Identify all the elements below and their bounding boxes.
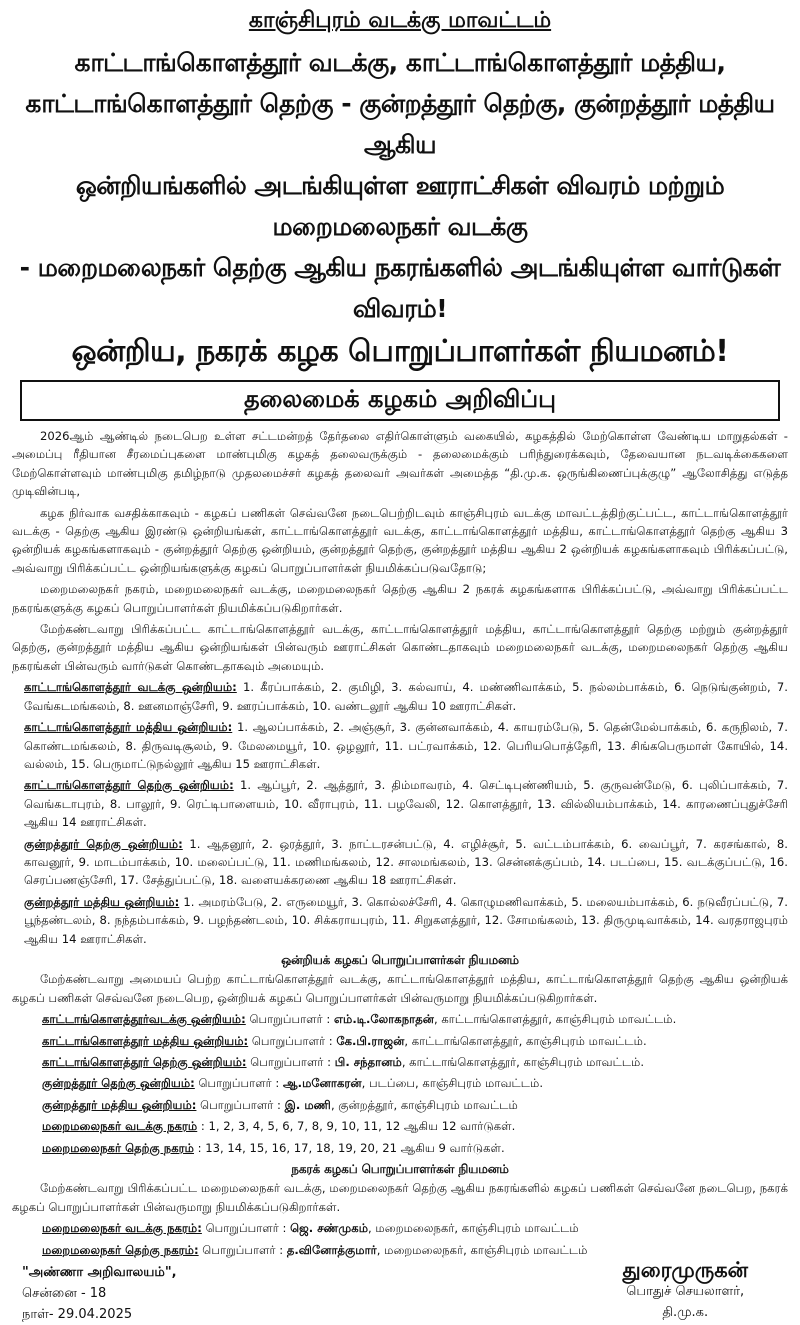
paragraph-2: கழக நிர்வாக வசதிக்காகவும் - கழகப் பணிகள் செவ்வனே நடைபெற்றிடவும் காஞ்சிபுரம் வடக்கு மாவட்டத்திற்குட்பட்ட, காட்டாங்கொளத்தூர் வடக்கு - தெற்கு ஆகிய இரண்டு ஒன்றியங்கள், காட்டாங்கொளத்தூர் வடக்கு, காட்டாங்கொளத்தூர் மத்திய, காட்டாங்கொளத்தூர் தெற்கு ஆகிய 3 ஒன்றியக் கழகங்களாகவும் - குன்றத்தூர் தெற்கு ஒன்றியம், குன்றத்தூர் தெற்கு, குன்றத்தூர் மத்திய ஆகிய 2 ஒன்றியக் கழகங்களாகவும் பிரிக்கப்பட்டு, அவ்வாறு பிரிக்கப்பட்ட ஒன்றியங்களுக்கு கழகப் பொறுப்பாளர்கள் நியமிக்கப்படுவதோடு;: [12, 505, 788, 575]
ward-row-2: [12, 1139, 788, 1157]
appointment-label: காட்டாங்கொளத்தூர் தெற்கு ஒன்றியம்:: [42, 1055, 247, 1069]
town-label: மறைமலைநகர் தெற்கு நகரம்:: [42, 1242, 199, 1257]
town-appointee-place: , மறைமலைநகர், காஞ்சிபுரம் மாவட்டம்: [368, 1221, 579, 1236]
appointment-row-5: [12, 1096, 788, 1114]
appointee-place: , படப்பை, காஞ்சிபுரம் மாவட்டம்.: [361, 1076, 544, 1091]
appointment-row-2: [12, 1032, 788, 1050]
appointment-row-1: [12, 1010, 788, 1028]
signatory-name: துரைமுருகன்: [622, 1258, 748, 1282]
paragraph-3: மறைமலைநகர் நகரம், மறைமலைநகர் வடக்கு, மறைமலைநகர் தெற்கு ஆகிய 2 நகரக் கழகங்களாக பிரிக்கப்பட்டு, அவ்வாறு பிரிக்கப்பட்ட நகரங்களுக்கு கழகப் பொறுப்பாளர்கள் நியமிக்கப்படுகிறார்கள்.: [12, 582, 788, 615]
union-villages-4: [12, 835, 788, 890]
headline-line-5: ஒன்றிய, நகரக் கழக பொறுப்பாளர்கள் நியமனம்!: [71, 334, 729, 369]
appointee-name: பி. சந்தானம்: [334, 1055, 402, 1069]
union-villages-3: [12, 776, 788, 831]
footer-date: நாள்- 29.04.2025: [22, 1307, 133, 1322]
appointee-place: , குன்றத்தூர், காஞ்சிபுரம் மாவட்டம்: [330, 1097, 518, 1112]
headline-line-2: காட்டாங்கொளத்தூர் தெற்கு - குன்றத்தூர் தெற்கு, குன்றத்தூர் மத்திய ஆகிய: [25, 89, 775, 159]
town-appointee-name: ஜெ. சண்முகம்: [290, 1221, 369, 1236]
town-appointments-heading: நகரக் கழகப் பொறுப்பாளர்கள் நியமனம்: [291, 1162, 509, 1177]
district-title: காஞ்சிபுரம் வடக்கு மாவட்டம்: [248, 8, 552, 33]
union-label: காட்டாங்கொளத்தூர் மத்திய ஒன்றியம்:: [24, 720, 233, 735]
footer: [22, 1258, 788, 1322]
appointment-role: பொறுப்பாளர் :: [246, 1055, 335, 1069]
appointment-label: காட்டாங்கொளத்தூர் மத்திய ஒன்றியம்:: [42, 1033, 249, 1048]
notice-body: [12, 427, 788, 1259]
appointment-role: பொறுப்பாளர் :: [245, 1012, 334, 1027]
appointment-label: குன்றத்தூர் தெற்கு ஒன்றியம்:: [42, 1076, 195, 1091]
town-appointee-place: , மறைமலைநகர், காஞ்சிபுரம் மாவட்டம்: [376, 1242, 588, 1257]
ward-label: மறைமலைநகர் தெற்கு நகரம்: [42, 1140, 194, 1155]
ward-row-1: [12, 1117, 788, 1135]
union-villages-1: [12, 678, 788, 715]
footer-address-block: [22, 1262, 177, 1325]
town-label: மறைமலைநகர் வடக்கு நகரம்:: [42, 1221, 202, 1236]
appointment-row-3: [12, 1053, 788, 1071]
union-label: குன்றத்தூர் மத்திய ஒன்றியம்:: [24, 894, 180, 909]
hq-notice-box: தலைமைக் கழகம் அறிவிப்பு: [20, 380, 780, 421]
appointee-place: , காட்டாங்கொளத்தூர், காஞ்சிபுரம் மாவட்டம்.: [404, 1033, 647, 1048]
headline-line-3: ஒன்றியங்களில் அடங்கியுள்ள ஊராட்சிகள் விவரம் மற்றும் மறைமலைநகர் வடக்கு: [75, 171, 725, 241]
headline: [12, 42, 788, 372]
appointee-name: எம்.டி.லோகநாதன்: [333, 1012, 435, 1027]
headline-line-4: - மறைமலைநகர் தெற்கு ஆகிய நகரங்களில் அடங்கியுள்ள வார்டுகள் விவரம்!: [19, 253, 781, 323]
appointment-role: பொறுப்பாளர் :: [196, 1097, 285, 1112]
footer-city: சென்னை - 18: [22, 1286, 107, 1301]
footer-address: "அண்ணா அறிவாலயம்",: [22, 1265, 177, 1280]
appointee-place: , காட்டாங்கொளத்தூர், காஞ்சிபுரம் மாவட்டம்.: [434, 1012, 677, 1027]
union-villages: 1. கீரப்பாக்கம், 2. குமிழி, 3. கல்வாய், 4. மண்ணிவாக்கம், 5. நல்லம்பாக்கம், 6. நெடுங்குன்றம், 7. வேங்கடமங்கலம், 8. ஊனமாஞ்சேரி, 9. ஊரப்பாக்கம், 10. வண்டலூர் ஆகிய 10 ஊராட்சிகள்.: [24, 680, 788, 713]
ward-list: : 13, 14, 15, 16, 17, 18, 19, 20, 21 ஆகிய 9 வார்டுகள்.: [193, 1140, 505, 1155]
paragraph-1: 2026ஆம் ஆண்டில் நடைபெற உள்ள சட்டமன்றத் தேர்தலை எதிர்கொள்ளும் வகையில், கழகத்தில் மேற்கொள்ள வேண்டிய மாறுதல்கள் - அமைப்பு ரீதியான சீரமைப்புகளை மாண்புமிகு கழகத் தலைவருக்கும் - தலைமைக்கும் பரிந்துரைக்கவும், தேவையான நடவடிக்கைகளை மேற்கொள்ளவும் மாண்புமிகு தமிழ்நாடு முதலமைச்சர் கழகத் தலைவர் அவர்கள் அமைத்த “தி.மு.க. ஒருங்கிணைப்புக்குழு” ஆலோசித்து எடுத்த முடிவின்படி,: [12, 429, 788, 499]
union-villages: 1. ஆலப்பாக்கம், 2. அஞ்சூர், 3. குன்னவாக்கம், 4. காயரம்பேடு, 5. தென்மேல்பாக்கம், 6. கருநிலம், 7. கொண்டமங்கலம், 8. திருவடிசூலம், 9. மேலமையூர், 10. ஒழலூர், 11. பட்ரவாக்கம், 12. பெரியபொத்தேரி, 13. சிங்கபெருமாள் கோயில், 14. வல்லம், 15. பெருமாட்டுநல்லூர் ஆகிய 15 ஊராட்சிகள்.: [24, 720, 788, 771]
headline-line-1: காட்டாங்கொளத்தூர் வடக்கு, காட்டாங்கொளத்தூர் மத்திய,: [74, 48, 726, 77]
union-label: காட்டாங்கொளத்தூர் வடக்கு ஒன்றியம்:: [24, 680, 237, 695]
union-villages: 1. அமரம்பேடு, 2. எருமையூர், 3. கொல்லச்சேரி, 4. கொழுமணிவாக்கம், 5. மலையம்பாக்கம், 6. நடுவீரப்பட்டு, 7. பூந்தண்டலம், 8. நந்தம்பாக்கம், 9. பழந்தண்டலம், 10. சிக்கராயபுரம், 11. சிறுகளத்தூர், 12. சோமங்கலம், 13. திருமுடிவாக்கம், 14. வரதராஜபுரம் ஆகிய 14 ஊராட்சிகள்.: [24, 894, 788, 946]
signatory-designation: பொதுச் செயலாளர்,: [626, 1284, 745, 1299]
appointment-role: பொறுப்பாளர் :: [248, 1033, 337, 1048]
appointee-name: இ. மணி: [284, 1097, 331, 1112]
paragraph-4: மேற்கண்டவாறு பிரிக்கப்பட்ட காட்டாங்கொளத்தூர் வடக்கு, காட்டாங்கொளத்தூர் மத்திய, காட்டாங்கொளத்தூர் தெற்கு மற்றும் குன்றத்தூர் தெற்கு, குன்றத்தூர் மத்திய ஆகிய ஒன்றியங்கள் பின்வரும் ஊராட்சிகள் கொண்டதாகவும் மறைமலைநகர் வடக்கு, மறைமலைநகர் தெற்கு ஆகிய நகரங்கள் பின்வரும் வார்டுகள் கொண்டதாகவும் அமையும்.: [12, 622, 788, 673]
town-appointee-name: த.வினோத்குமார்: [286, 1242, 377, 1257]
union-villages-5: [12, 893, 788, 948]
appointee-name: கே.பி.ராஜன்: [336, 1033, 405, 1048]
town-role: பொறுப்பாளர் :: [198, 1242, 287, 1257]
appointment-label: குன்றத்தூர் மத்திய ஒன்றியம்:: [42, 1097, 197, 1112]
union-appointments-intro: மேற்கண்டவாறு அமையப் பெற்ற காட்டாங்கொளத்தூர் வடக்கு, காட்டாங்கொளத்தூர் மத்திய, காட்டாங்கொளத்தூர் தெற்கு ஆகிய ஒன்றியக் கழகப் பணிகள் செவ்வனே நடைபெற, ஒன்றியக் கழகப் பொறுப்பாளர்கள் பின்வருமாறு நியமிக்கப்படுகிறார்கள்.: [12, 972, 788, 1005]
union-villages: 1. ஆப்பூர், 2. ஆத்தூர், 3. திம்மாவரம், 4. செட்டிபுண்ணியம், 5. குருவன்மேடு, 6. புலிப்பாக்கம், 7. வெங்கடாபுரம், 8. பாலூர், 9. ரெட்டிபாளையம், 10. வீராபுரம், 11. பழவேலி, 12. கொளத்தூர், 13. வில்லியம்பாக்கம், 14. காரணைப்புதுச்சேரி ஆகிய 14 ஊராட்சிகள்.: [24, 778, 788, 830]
ward-label: மறைமலைநகர் வடக்கு நகரம்: [42, 1119, 198, 1134]
town-appointments-intro: மேற்கண்டவாறு பிரிக்கப்பட்ட மறைமலைநகர் வடக்கு, மறைமலைநகர் தெற்கு ஆகிய நகரங்களில் கழகப் பணிகள் செவ்வனே நடைபெற, நகரக் கழகப் பொறுப்பாளர்கள் பின்வருமாறு நியமிக்கப்படுகிறார்கள்.: [12, 1181, 788, 1214]
union-appointments-heading: ஒன்றியக் கழகப் பொறுப்பாளர்கள் நியமனம்: [281, 952, 519, 967]
appointee-name: ஆ.மனோகரன்: [283, 1076, 362, 1091]
appointee-place: , காட்டாங்கொளத்தூர், காஞ்சிபுரம் மாவட்டம்.: [401, 1055, 645, 1069]
union-villages: 1. ஆதனூர், 2. ஒரத்தூர், 3. நாட்டரசன்பட்டு, 4. எழிச்சூர், 5. வட்டம்பாக்கம், 6. வைப்பூர், 7. கரசங்கால், 8. காவனூர், 9. மாடம்பாக்கம், 10. மலைப்பட்டு, 11. மணிமங்கலம், 12. சாலமங்கலம், 13. சென்னக்குப்பம், 14. படப்பை, 15. வடக்குப்பட்டு, 16. செரப்பணஞ்சேரி, 17. சேத்துப்பட்டு, 18. வளையக்கரணை ஆகிய 18 ஊராட்சிகள்.: [24, 836, 788, 888]
union-villages-2: [12, 718, 788, 773]
signatory-party: தி.மு.க.: [662, 1305, 709, 1320]
ward-list: : 1, 2, 3, 4, 5, 6, 7, 8, 9, 10, 11, 12 ஆகிய 12 வார்டுகள்.: [197, 1119, 516, 1134]
union-label: குன்றத்தூர் தெற்கு ஒன்றியம்:: [24, 836, 183, 851]
town-role: பொறுப்பாளர் :: [201, 1221, 291, 1236]
town-appointment-row-2: [12, 1241, 788, 1259]
appointment-row-4: [12, 1074, 788, 1092]
signature-block: [622, 1260, 748, 1323]
appointment-role: பொறுப்பாளர் :: [194, 1076, 284, 1091]
union-label: காட்டாங்கொளத்தூர் தெற்கு ஒன்றியம்:: [24, 778, 234, 793]
appointment-label: காட்டாங்கொளத்தூர்வடக்கு ஒன்றியம்:: [42, 1012, 246, 1027]
town-appointment-row-1: [12, 1219, 788, 1237]
